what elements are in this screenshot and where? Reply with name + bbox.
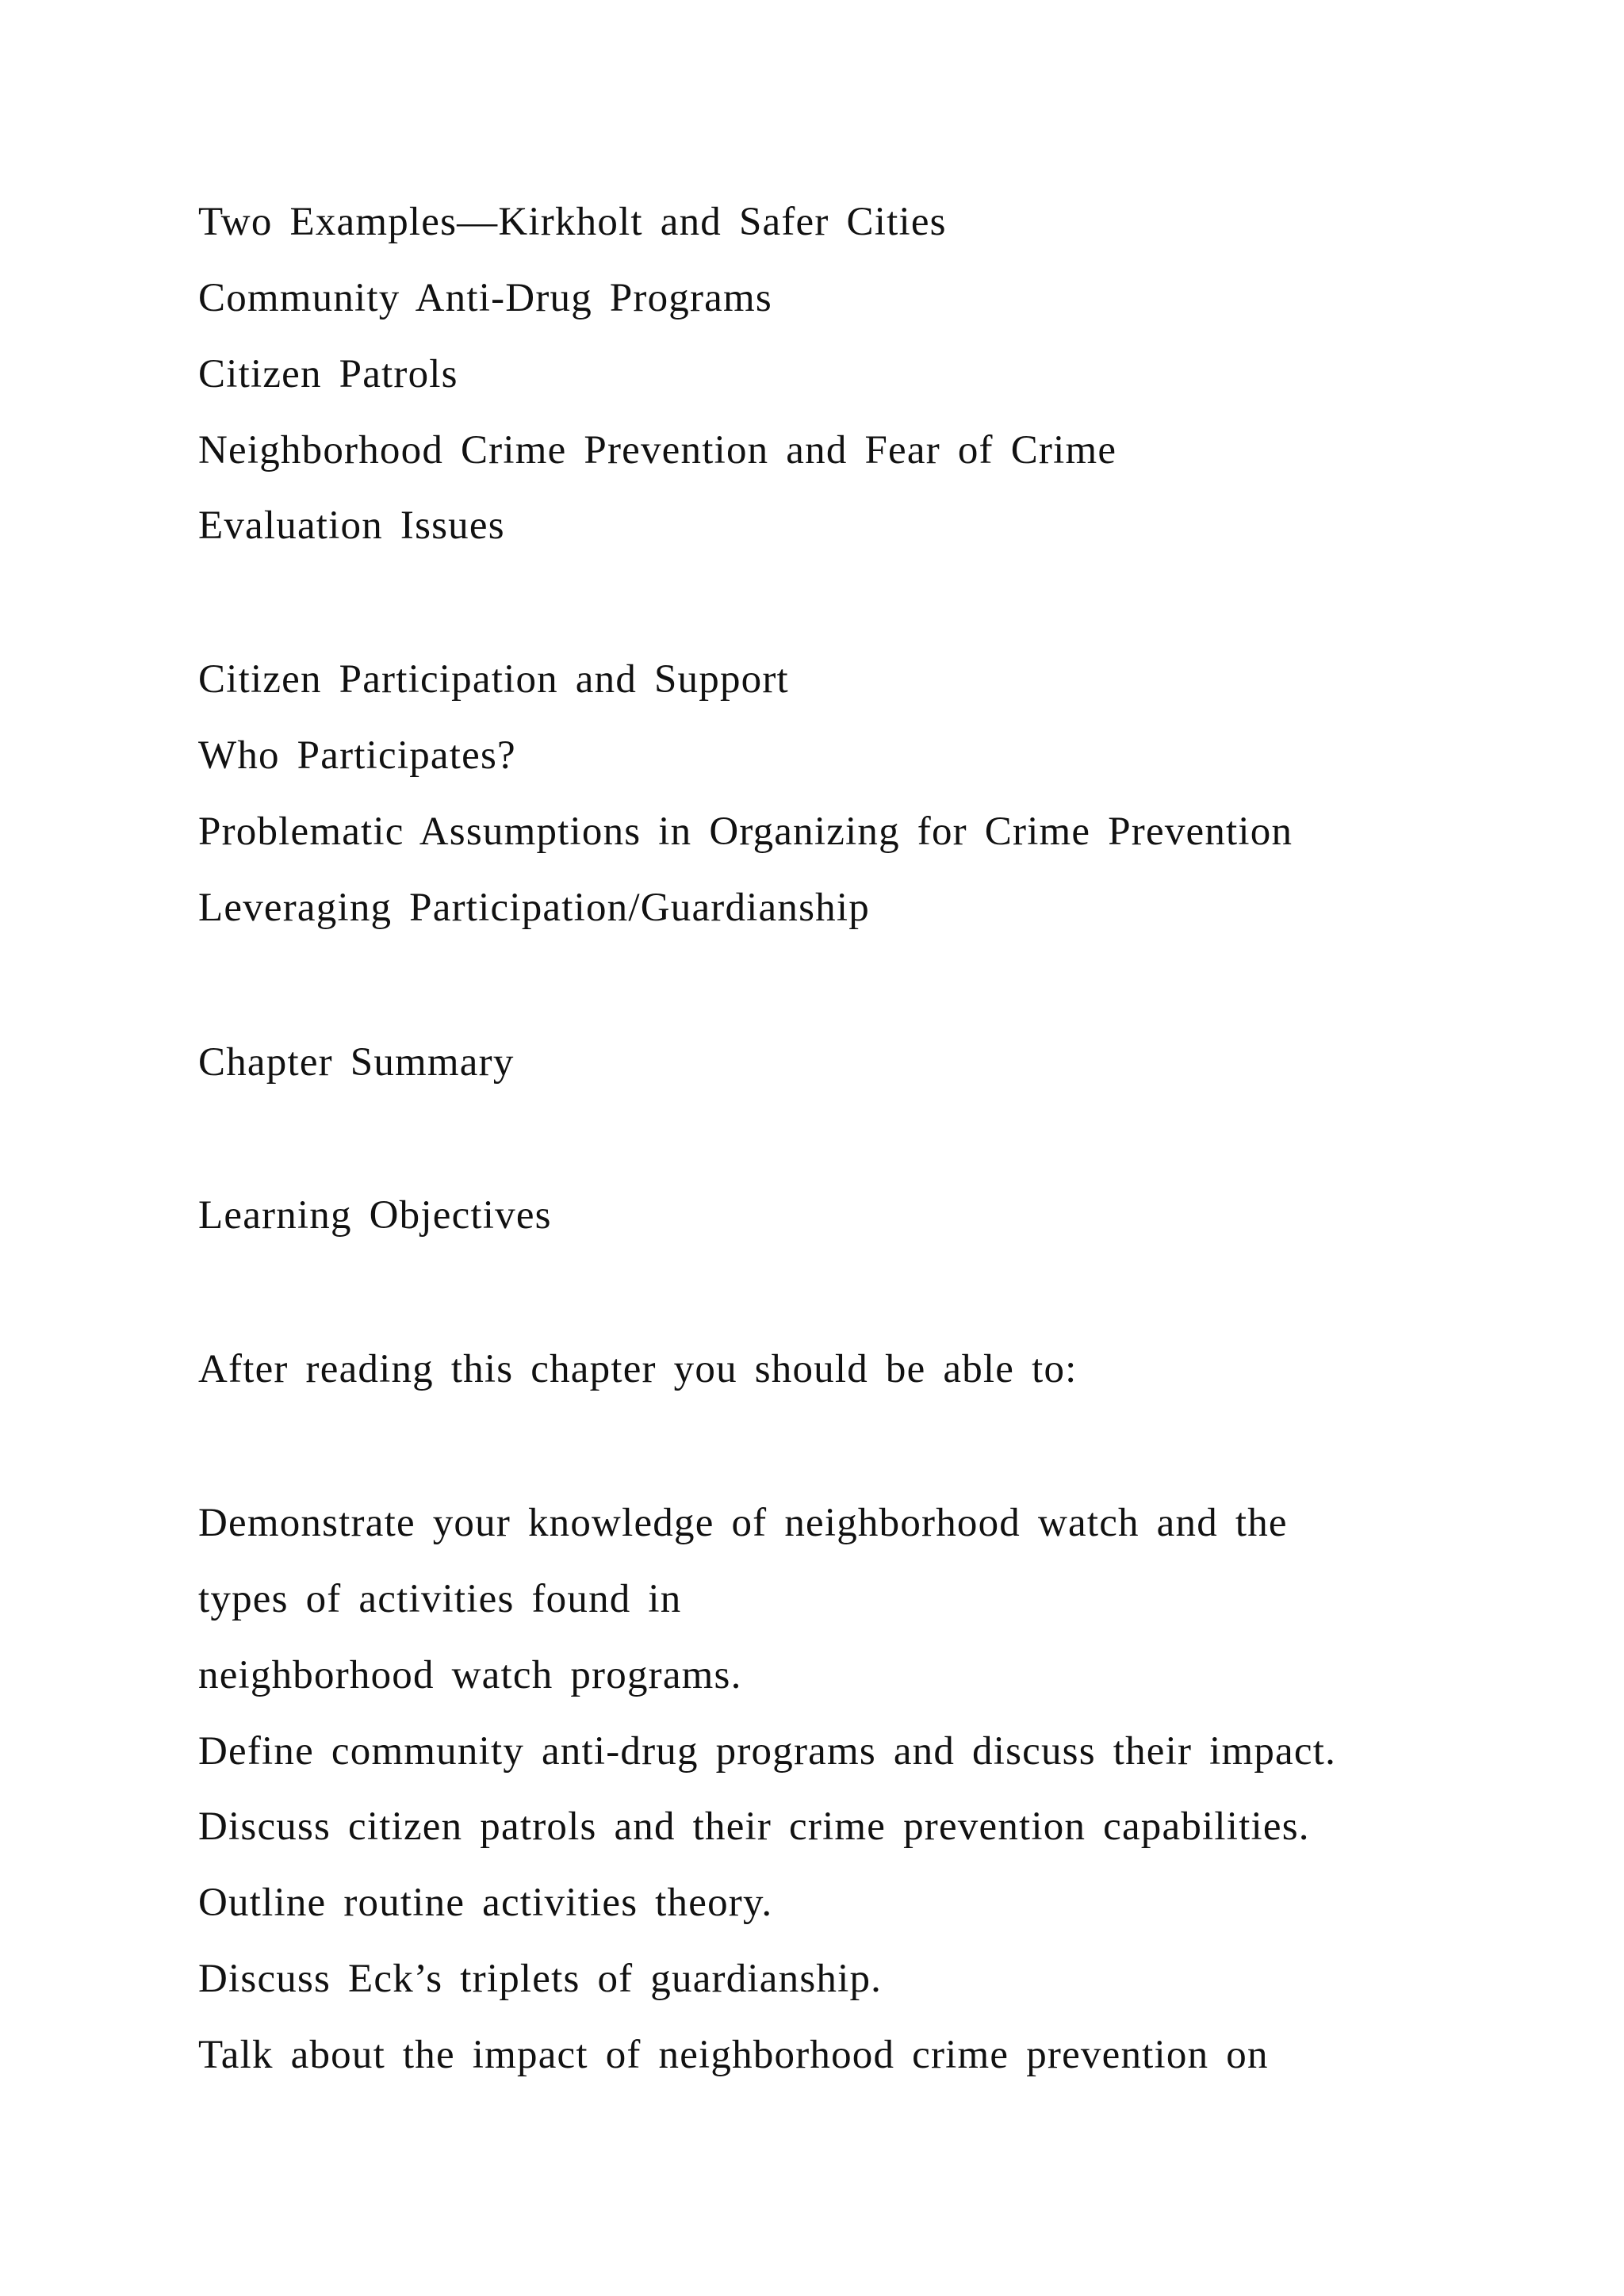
text-line-after-reading: After reading this chapter you should be able to: [198, 1347, 1078, 1391]
text-line-neighborhood-watch-knowledge: Demonstrate your knowledge of neighborhood watch and the [198, 1501, 1288, 1545]
text-line-types-of-activities: types of activities found in [198, 1577, 682, 1621]
text-line-kirkholt-safer-cities: Two Examples—Kirkholt and Safer Cities [198, 200, 947, 244]
text-line-impact-of-prevention: Talk about the impact of neighborhood crime prevention on [198, 2033, 1269, 2077]
text-line-citizen-participation: Citizen Participation and Support [198, 657, 789, 702]
text-line-routine-activities: Outline routine activities theory. [198, 1881, 773, 1925]
text-line-eck-triplets: Discuss Eck’s triplets of guardianship. [198, 1957, 883, 2001]
text-line-define-anti-drug: Define community anti-drug programs and discuss their impact. [198, 1729, 1337, 1774]
text-line-who-participates: Who Participates? [198, 733, 516, 778]
text-line-problematic-assumptions: Problematic Assumptions in Organizing for Crime Prevention [198, 809, 1293, 854]
text-line-discuss-citizen-patrols: Discuss citizen patrols and their crime prevention capabilities. [198, 1804, 1310, 1849]
text-line-watch-programs: neighborhood watch programs. [198, 1653, 742, 1697]
text-line-leveraging-participation: Leveraging Participation/Guardianship [198, 886, 870, 930]
text-line-community-anti-drug: Community Anti-Drug Programs [198, 276, 772, 320]
text-line-learning-objectives: Learning Objectives [198, 1193, 552, 1238]
text-line-citizen-patrols: Citizen Patrols [198, 352, 458, 396]
text-line-evaluation-issues: Evaluation Issues [198, 503, 505, 548]
text-line-chapter-summary: Chapter Summary [198, 1040, 515, 1085]
text-line-fear-of-crime: Neighborhood Crime Prevention and Fear of Crime [198, 428, 1117, 473]
